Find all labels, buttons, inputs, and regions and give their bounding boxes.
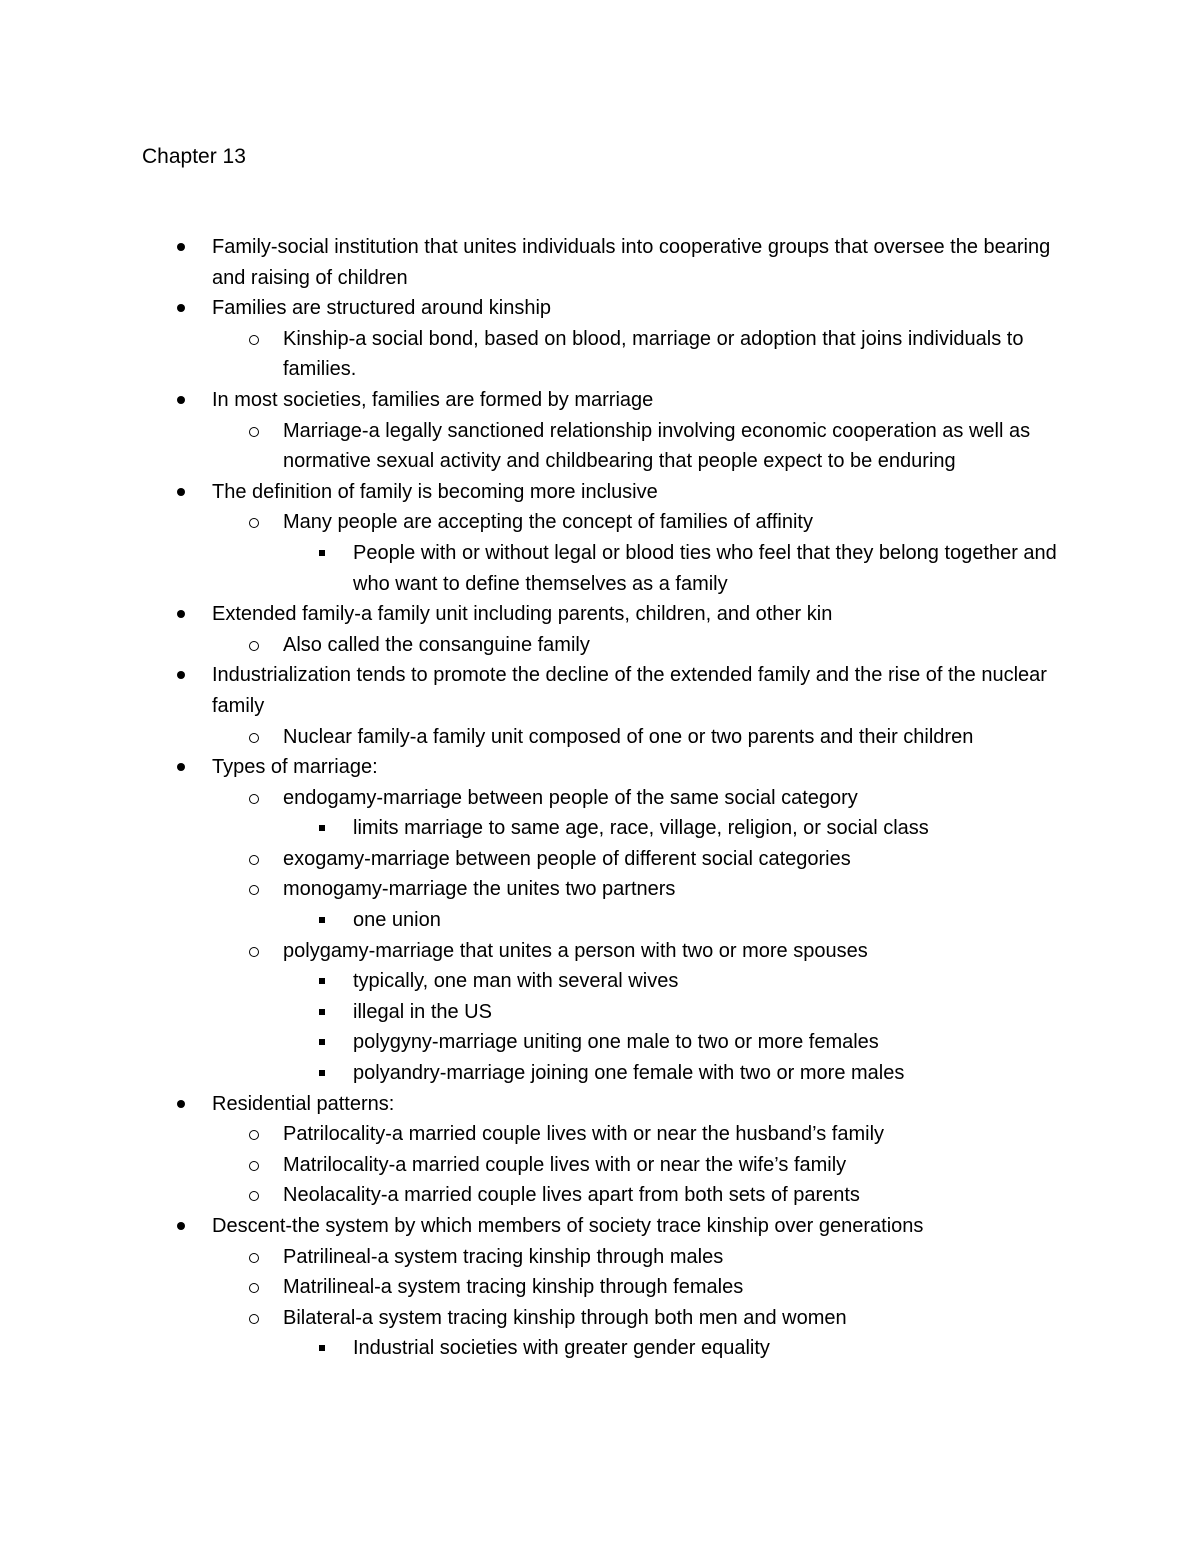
list-item-text: Families are structured around kinship [212,297,552,320]
circle-bullet-icon [247,507,263,538]
list-item-text: limits marriage to same age, race, village, religion, or social class [353,817,929,840]
list-item-level-2 [0,844,1062,875]
square-bullet-icon [316,1027,330,1058]
list-item-level-2 [0,783,1062,814]
list-item-text: exogamy-marriage between people of different social categories [283,847,851,870]
list-item-level-3 [0,966,1062,997]
list-item-text: Industrial societies with greater gender equality [353,1337,770,1360]
disc-bullet-icon [174,293,188,324]
list-item-text: Types of marriage: [212,756,378,779]
list-item-text: Nuclear family-a family unit composed of one or two parents and their children [283,725,974,748]
disc-bullet-icon [174,752,188,783]
page-title: Chapter 13 [142,145,246,168]
disc-bullet-icon [174,599,188,630]
list-item-level-2 [0,1242,1062,1273]
disc-bullet-icon [174,385,188,416]
list-item-text: monogamy-marriage the unites two partners [283,878,676,901]
square-bullet-icon [316,997,330,1028]
list-item-text: typically, one man with several wives [353,970,679,993]
list-item-text: Patrilineal-a system tracing kinship through males [283,1245,724,1268]
list-item-text: Family-social institution that unites individuals into cooperative groups that oversee the bearing and raising of children [212,236,1051,289]
circle-bullet-icon [247,936,263,967]
list-item-level-2 [0,630,1062,661]
list-item-level-3 [0,1027,1062,1058]
circle-bullet-icon [247,1150,263,1181]
list-item-text: Industrialization tends to promote the decline of the extended family and the rise of the nuclear family [212,664,1047,717]
square-bullet-icon [316,1058,330,1089]
circle-bullet-icon [247,630,263,661]
list-item-level-2 [0,1272,1062,1303]
list-item-level-2 [0,1180,1062,1211]
circle-bullet-icon [247,722,263,753]
square-bullet-icon [316,1333,330,1364]
list-item-level-3 [0,997,1062,1028]
list-item-text: Extended family-a family unit including parents, children, and other kin [212,603,833,626]
list-item-text: In most societies, families are formed by marriage [212,388,654,411]
list-item-text: Matrilocality-a married couple lives with or near the wife’s family [283,1153,847,1176]
disc-bullet-icon [174,477,188,508]
list-item-text: illegal in the US [353,1000,492,1023]
list-item-text: Also called the consanguine family [283,633,590,656]
list-item-text: People with or without legal or blood ties who feel that they belong together and who want to define themselves as a family [353,541,1057,595]
list-item-level-2 [0,1119,1062,1150]
list-item-text: polygyny-marriage uniting one male to two or more females [353,1031,879,1054]
square-bullet-icon [316,966,330,997]
disc-bullet-icon [174,1211,188,1242]
square-bullet-icon [316,813,330,844]
list-item-text: endogamy-marriage between people of the same social category [283,786,858,809]
circle-bullet-icon [247,324,263,355]
list-item-level-1 [0,1211,1062,1242]
list-item-text: Bilateral-a system tracing kinship through both men and women [283,1306,847,1329]
list-item-level-1 [0,660,1062,721]
list-item-level-1 [0,752,1062,783]
list-item-level-1 [0,599,1062,630]
circle-bullet-icon [247,1242,263,1273]
list-item-level-2 [0,1303,1062,1334]
circle-bullet-icon [247,416,263,447]
list-item-level-3 [0,905,1062,936]
list-item-text: Residential patterns: [212,1092,395,1115]
circle-bullet-icon [247,874,263,905]
list-item-text: Many people are accepting the concept of families of affinity [283,511,813,534]
bullet-outline [0,232,1200,1364]
disc-bullet-icon [174,1089,188,1120]
list-item-level-2 [0,722,1062,753]
list-item-text: Neolacality-a married couple lives apart from both sets of parents [283,1184,860,1207]
list-item-level-1 [0,385,1062,416]
disc-bullet-icon [174,232,188,263]
list-item-level-3 [0,1333,1062,1364]
list-item-level-2 [0,507,1062,538]
circle-bullet-icon [247,1180,263,1211]
list-item-level-2 [0,1150,1062,1181]
list-item-level-2 [0,324,1062,385]
square-bullet-icon [316,905,330,936]
list-item-text: polygamy-marriage that unites a person with two or more spouses [283,939,868,962]
list-item-text: Descent-the system by which members of society trace kinship over generations [212,1215,924,1237]
list-item-level-3 [0,1058,1062,1089]
circle-bullet-icon [247,1303,263,1334]
list-item-text: Kinship-a social bond, based on blood, marriage or adoption that joins individuals to families. [283,327,1024,381]
list-item-level-1 [0,1089,1062,1120]
circle-bullet-icon [247,1119,263,1150]
list-item-text: Patrilocality-a married couple lives with or near the husband’s family [283,1123,885,1146]
list-item-level-1 [0,293,1062,324]
circle-bullet-icon [247,844,263,875]
circle-bullet-icon [247,1272,263,1303]
disc-bullet-icon [174,660,188,691]
list-item-text: polyandry-marriage joining one female with two or more males [353,1062,905,1085]
circle-bullet-icon [247,783,263,814]
list-item-level-1 [0,477,1062,508]
list-item-level-2 [0,936,1062,967]
list-item-level-1 [0,232,1062,293]
list-item-level-2 [0,416,1062,477]
list-item-level-2 [0,874,1062,905]
list-item-text: Matrilineal-a system tracing kinship through females [283,1276,744,1299]
list-item-text: The definition of family is becoming more inclusive [212,480,658,503]
list-item-level-3 [0,813,1062,844]
square-bullet-icon [316,538,330,569]
list-item-level-3 [0,538,1062,599]
list-item-text: one union [353,909,441,932]
list-item-text: Marriage-a legally sanctioned relationship involving economic cooperation as well as normative sexual activity and childbearing that people expect to be enduring [283,419,1031,473]
